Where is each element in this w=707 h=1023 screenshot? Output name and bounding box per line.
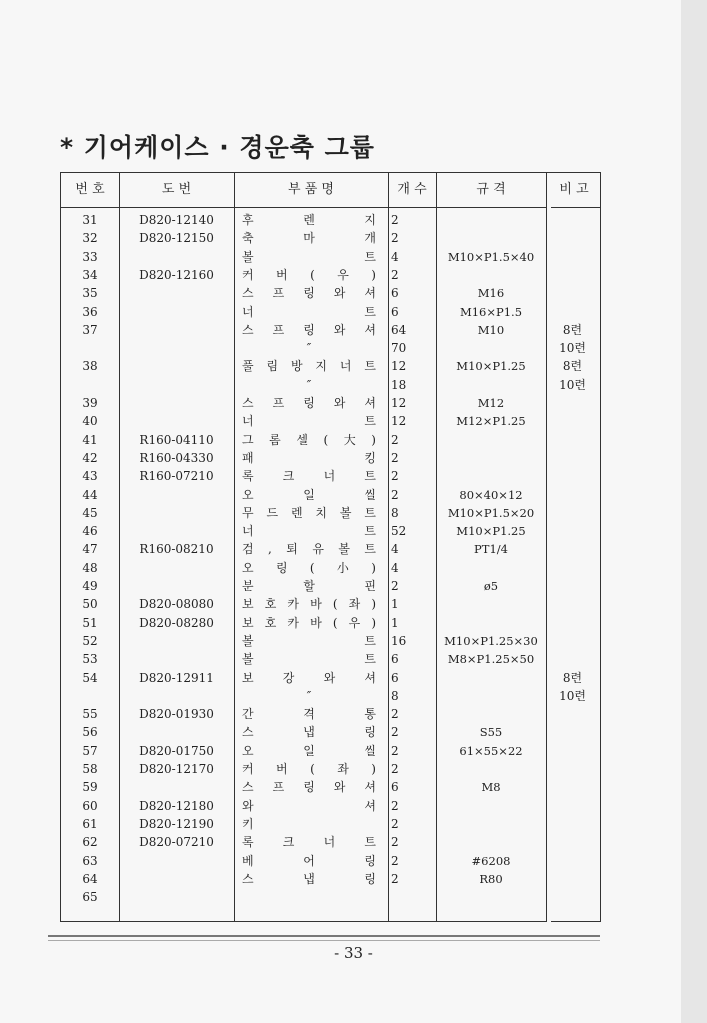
quantity: 2	[391, 579, 399, 593]
drawing-number: D820-07210	[139, 835, 214, 850]
quantity: 1	[391, 597, 399, 612]
table-row	[61, 650, 602, 668]
quantity: 2	[391, 432, 399, 447]
header-name: 부 품 명	[288, 182, 334, 197]
page-title: * 기어케이스 · 경운축 그룹	[60, 133, 375, 162]
part-name: 축 마 개	[242, 231, 376, 246]
row-number: 58	[82, 762, 98, 776]
table-row	[61, 797, 602, 815]
row-number: 47	[82, 542, 98, 557]
part-name: 오 일 씰	[242, 487, 376, 502]
table-row	[61, 595, 602, 613]
specification: M10	[477, 322, 505, 337]
row-number: 43	[82, 469, 98, 484]
row-number: 62	[82, 835, 98, 850]
quantity: 2	[391, 450, 399, 465]
quantity: 6	[391, 286, 399, 301]
part-name: 와 셔	[242, 798, 376, 813]
quantity: 6	[391, 304, 399, 319]
table-row	[61, 284, 602, 302]
footer-rule	[48, 935, 600, 937]
remark: 8련	[562, 359, 583, 374]
parts-table	[60, 172, 601, 922]
row-number: 56	[82, 725, 98, 740]
quantity: 6	[391, 652, 399, 667]
quantity: 18	[391, 377, 407, 392]
table-row	[61, 339, 602, 357]
row-number: 39	[82, 396, 98, 410]
table-row	[61, 321, 602, 339]
row-number: 36	[82, 304, 98, 319]
part-name: 너 트	[242, 524, 376, 539]
specification: M16×P1.5	[459, 304, 523, 319]
drawing-number: D820-12180	[139, 798, 214, 813]
row-number: 60	[82, 798, 98, 813]
quantity: 2	[391, 707, 399, 722]
page-number: - 33 -	[334, 944, 373, 962]
table-row	[61, 394, 602, 412]
drawing-number: D820-12170	[139, 762, 214, 776]
quantity: 2	[391, 267, 399, 282]
specification: R80	[479, 871, 503, 886]
table-row	[61, 486, 602, 504]
part-name: 보 호 카 바 ( 우 )	[242, 615, 376, 630]
part-name: 풀 림 방 지 너 트	[242, 359, 376, 374]
part-name: 커 버 ( 좌 )	[242, 762, 376, 776]
part-name: 스 프 링 와 셔	[242, 396, 376, 410]
row-number: 54	[82, 670, 98, 685]
row-number: 48	[82, 560, 98, 575]
drawing-number: R160-07210	[139, 469, 214, 484]
quantity: 2	[391, 871, 399, 886]
row-number: 51	[82, 615, 98, 630]
part-name: 커 버 ( 우 )	[242, 267, 376, 282]
part-name: 볼 트	[242, 633, 376, 648]
specification: M16	[477, 286, 505, 301]
row-number: 40	[82, 414, 98, 429]
part-name: 간 격 통	[242, 707, 376, 722]
quantity: 52	[391, 524, 407, 539]
table-row	[61, 504, 602, 522]
part-name: 키	[242, 816, 254, 831]
part-name: 스 프 링 와 셔	[242, 780, 376, 795]
remark: 10련	[559, 688, 586, 703]
quantity: 2	[391, 487, 399, 502]
quantity: 4	[391, 542, 399, 557]
specification: M10×P1.25	[456, 524, 526, 539]
quantity: 2	[391, 835, 399, 850]
part-name: 보 호 카 바 ( 좌 )	[242, 597, 376, 612]
table-row	[61, 742, 602, 760]
specification: M12	[477, 396, 505, 410]
specification: ø5	[483, 579, 499, 593]
specification: M8×P1.25×50	[447, 652, 535, 667]
quantity: 4	[391, 560, 399, 575]
part-name: 너 트	[242, 304, 376, 319]
part-name: 스 프 링 와 셔	[242, 286, 376, 301]
header-spec: 규 격	[476, 182, 506, 197]
row-number: 65	[82, 890, 98, 905]
page-edge-shadow	[681, 0, 707, 1023]
row-number: 45	[82, 505, 98, 520]
footer-rule	[48, 940, 600, 941]
quantity: 12	[391, 414, 407, 429]
specification: 80×40×12	[459, 487, 523, 502]
quantity: 6	[391, 670, 399, 685]
part-name: ″	[306, 341, 312, 356]
drawing-number: D820-08080	[139, 597, 214, 612]
table-row	[61, 376, 602, 394]
row-number: 38	[82, 359, 98, 374]
quantity: 1	[391, 615, 399, 630]
table-row	[61, 833, 602, 851]
table-row	[61, 540, 602, 558]
part-name: 베 어 링	[242, 853, 376, 868]
part-name: 록 크 너 트	[242, 835, 376, 850]
specification: 61×55×22	[459, 743, 523, 758]
drawing-number: D820-08280	[139, 615, 214, 630]
table-row	[61, 614, 602, 632]
quantity: 6	[391, 780, 399, 795]
part-name: 그 롬 셀 ( 大 )	[242, 432, 376, 447]
quantity: 2	[391, 469, 399, 484]
part-name: ″	[306, 688, 312, 703]
specification: #6208	[471, 853, 511, 868]
row-number: 55	[82, 707, 98, 722]
quantity: 8	[391, 688, 399, 703]
table-row	[61, 852, 602, 870]
quantity: 4	[391, 249, 399, 264]
remark: 8련	[562, 670, 583, 685]
part-name: 록 크 너 트	[242, 469, 376, 484]
row-number: 63	[82, 853, 98, 868]
drawing-number: D820-12150	[139, 231, 214, 246]
quantity: 64	[391, 322, 407, 337]
part-name: ″	[306, 377, 312, 392]
row-number: 50	[82, 597, 98, 612]
table-row	[61, 266, 602, 284]
drawing-number: D820-12160	[139, 267, 214, 282]
part-name: 무 드 렌 치 볼 트	[242, 505, 376, 520]
table-row	[61, 888, 602, 906]
specification: M10×P1.5×40	[447, 249, 535, 264]
specification: S55	[479, 725, 503, 740]
specification: M12×P1.25	[456, 414, 526, 429]
table-row	[61, 449, 602, 467]
part-name: 분 할 핀	[242, 579, 376, 593]
table-row	[61, 431, 602, 449]
quantity: 2	[391, 798, 399, 813]
row-number: 49	[82, 579, 98, 593]
row-number: 41	[82, 432, 98, 447]
part-name: 오 일 씰	[242, 743, 376, 758]
header-no: 번 호	[75, 182, 105, 197]
drawing-number: R160-04110	[139, 432, 214, 447]
row-number: 42	[82, 450, 98, 465]
row-number: 44	[82, 487, 98, 502]
table-row	[61, 303, 602, 321]
table-row	[61, 522, 602, 540]
drawing-number: R160-08210	[139, 542, 214, 557]
part-name: 스 냅 링	[242, 725, 376, 740]
row-number: 32	[82, 231, 98, 246]
table-row	[61, 229, 602, 247]
table-row	[61, 467, 602, 485]
remark: 10련	[559, 341, 586, 356]
row-number: 35	[82, 286, 98, 301]
row-number: 61	[82, 816, 98, 831]
table-row	[61, 815, 602, 833]
table-row	[61, 760, 602, 778]
row-number: 57	[82, 743, 98, 758]
table-row	[61, 870, 602, 888]
table-row	[61, 211, 602, 229]
table-row	[61, 632, 602, 650]
table-row	[61, 723, 602, 741]
table-row	[61, 357, 602, 375]
quantity: 16	[391, 633, 407, 648]
specification: M10×P1.25	[456, 359, 526, 374]
quantity: 12	[391, 359, 407, 374]
part-name: 검 , 퇴 유 볼 트	[242, 542, 376, 557]
part-name: 볼 트	[242, 249, 376, 264]
row-number: 59	[82, 780, 98, 795]
part-name: 볼 트	[242, 652, 376, 667]
specification: M10×P1.25×30	[444, 633, 538, 648]
row-number: 31	[82, 213, 98, 227]
part-name: 스 프 링 와 셔	[242, 322, 376, 337]
specification: M10×P1.5×20	[447, 505, 535, 520]
header-remark: 비 고	[559, 182, 589, 197]
row-number: 34	[82, 267, 98, 282]
table-row	[61, 778, 602, 796]
quantity: 2	[391, 853, 399, 868]
drawing-number: D820-12911	[139, 670, 214, 685]
drawing-number: D820-01750	[139, 743, 214, 758]
table-row	[61, 669, 602, 687]
row-number: 46	[82, 524, 98, 539]
row-number: 33	[82, 249, 98, 264]
part-name: 너 트	[242, 414, 376, 429]
quantity: 2	[391, 725, 399, 740]
part-name: 패 킹	[242, 450, 376, 465]
part-name: 스 냅 링	[242, 871, 376, 886]
header-divider	[61, 207, 600, 208]
row-number: 37	[82, 322, 98, 337]
drawing-number: D820-01930	[139, 707, 214, 722]
table-row	[61, 687, 602, 705]
header-qty: 개 수	[397, 182, 427, 197]
quantity: 70	[391, 341, 407, 356]
specification: PT1/4	[474, 542, 508, 557]
remark: 10련	[559, 377, 586, 392]
part-name: 후 렌 지	[242, 213, 376, 227]
header-drawing: 도 번	[161, 182, 192, 197]
table-row	[61, 559, 602, 577]
table-row	[61, 577, 602, 595]
quantity: 2	[391, 213, 399, 227]
quantity: 2	[391, 743, 399, 758]
quantity: 2	[391, 762, 399, 776]
row-number: 52	[82, 633, 98, 648]
specification: M8	[481, 780, 501, 795]
quantity: 8	[391, 505, 399, 520]
drawing-number: D820-12140	[139, 213, 214, 227]
row-number: 64	[82, 871, 98, 886]
table-row	[61, 248, 602, 266]
remark: 8련	[562, 322, 583, 337]
part-name: 오 링 ( 小 )	[242, 560, 376, 575]
drawing-number: D820-12190	[139, 816, 214, 831]
row-number: 53	[82, 652, 98, 667]
quantity: 2	[391, 231, 399, 246]
drawing-number: R160-04330	[139, 450, 214, 465]
table-row	[61, 412, 602, 430]
quantity: 12	[391, 396, 407, 410]
part-name: 보 강 와 셔	[242, 670, 376, 685]
quantity: 2	[391, 816, 399, 831]
table-row	[61, 705, 602, 723]
